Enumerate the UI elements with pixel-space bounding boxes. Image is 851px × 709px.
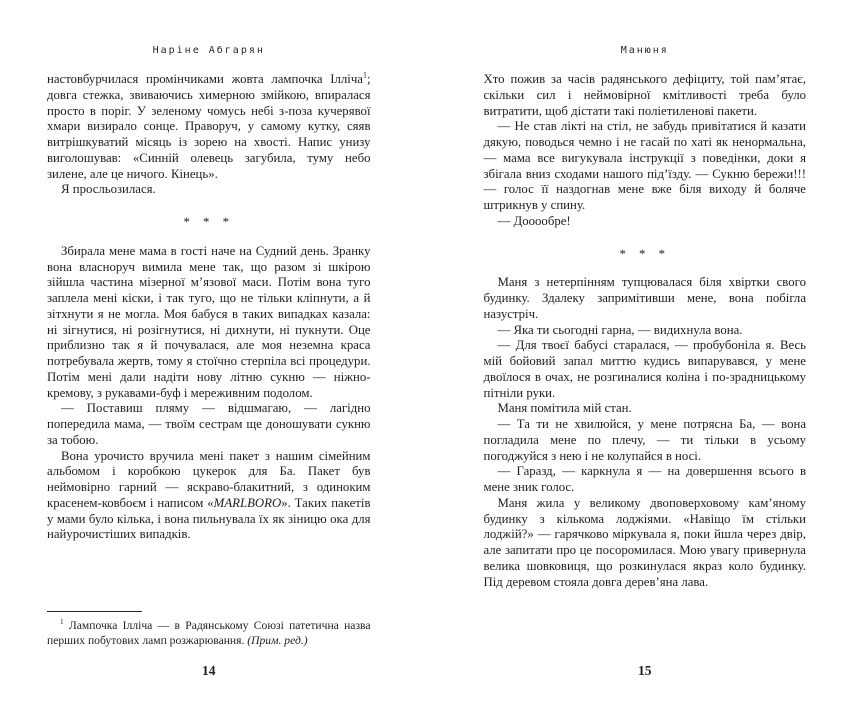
italic-text: MARLBORO <box>213 495 282 510</box>
text-run: — Дооообре! <box>497 213 571 228</box>
text-run: — Поставиш пляму — відшмагаю, — лагідно попередила мама, — твоїм сестрам ще доношувати сукню за тобою. <box>47 401 371 447</box>
text-run: настовбурчилася промінчиками жовта лампочка Ілліча <box>47 72 363 86</box>
text-run: Маня з нетерпінням тупцювалася біля хвіртки свого будинку. Здалеку запримітивши мене, вона побігла назустріч. <box>483 275 806 321</box>
paragraph <box>484 72 807 119</box>
text-run: — Не став лікті на стіл, не забудь привітатися й казати дякую, поводься чемно і не гасай по хаті як ненормальна, — мама все вигукувала інструкції з поведінки, доки я збігала вниз сходами нашого під’їзду. — Сукню бережи!!! — голос її наздогнав мене вже біля виходу й боляче штрикнув у спину. <box>483 119 806 212</box>
running-head-author: Наріне Абгарян <box>152 45 265 56</box>
footnote-rule <box>47 611 142 612</box>
paragraph <box>484 338 807 401</box>
paragraph <box>47 449 371 544</box>
paragraph <box>484 119 807 214</box>
paragraph <box>47 182 371 198</box>
page-number-left: 14 <box>202 663 216 678</box>
text-run: Вона урочисто вручила мені пакет з нашим сімейним альбомом і коробкою цукерок для Ба. Пакет був неймовірно гарний — яскраво-блакитний, з одиноким красенем-ковбоєм і написом « <box>47 448 371 510</box>
paragraph <box>47 72 371 182</box>
text-run: — Яка ти сьогодні гарна, — видихнула вона. <box>497 322 743 337</box>
paragraph <box>484 275 807 322</box>
paragraph <box>484 214 807 230</box>
italic-text: (Прим. ред.) <box>247 634 308 648</box>
text-run: — Та ти не хвилюйся, у мене потрясна Ба, — вона погладила мене по плечу, — ти тільки в усьому погоджуйся з нею і не колупайся в носі. <box>483 417 806 463</box>
text-run: Я просльозилася. <box>61 182 156 197</box>
text-run: — Гаразд, — каркнула я — на довершення всього в мене зник голос. <box>483 464 806 494</box>
footnote-block <box>47 611 371 648</box>
footnote-marker: 1 <box>362 70 367 80</box>
text-run: Маня помітила мій стан. <box>497 401 632 416</box>
paragraph <box>47 401 371 448</box>
page-number-right: 15 <box>638 663 652 678</box>
section-separator: * * * <box>619 246 671 261</box>
text-run: ; довга стежка, звиваючись химерною змійкою, впиралася просто в поріг. У зеленому чомусь небі з-поза кучерявої хмари визирало сонце. Праворуч, у самому кутку, сяяв витрішкуватий місяць із зорею на хвості. Напис унизу виголошував: «Синній олевець загубила, туму небо зилене, але це ничого. Кінець». <box>47 72 371 181</box>
text-run: Збирала мене мама в гості наче на Судний день. Зранку вона власноруч вимила мене так, що разом зі шкірою зійшла частина мізерної м’язової маси. Потім вона туго заплела мені кіски, і так туго, що не тільки кліпнути, а й зітхнути я не могла. Моя бабуся в таких випадках казала: ні зігнутися, ні розігнутися, ні дихнути, ні пукнути. Оце приблизно так я й почувалася, але моя неземна краса потребувала жертв, тому я стоїчно стерпіла всі процедури. Потім мені дали надіти нову літню сукню — ніжно-кремову, з рукавами-буф і мереживним подолом. <box>47 243 371 400</box>
text-run: Маня жила у великому двоповерховому кам’яному будинку з кількома лоджіями. «Навіщо їм стільки лоджій?» — гарячково міркувала я, поки йшла через двір, але запитати про це посоромилася. Мою увагу привернула велика шовковиця, що розкинулася якраз коло будинку. Під деревом стояла довга дерев’яна лава. <box>483 495 806 589</box>
paragraph <box>484 496 807 591</box>
page-right <box>426 0 851 709</box>
footnote-marker: 1 <box>60 618 64 627</box>
paragraph <box>484 417 807 464</box>
page-body-left <box>47 72 371 543</box>
paragraph <box>484 323 807 339</box>
section-separator: * * * <box>183 215 235 229</box>
page-body-right <box>484 72 807 590</box>
running-head-title: Манюня <box>620 45 669 56</box>
text-run: Лампочка Ілліча — в Радянському Союзі патетична назва перших побутових ламп розжарювання. <box>47 619 371 648</box>
text-run: — Для твоєї бабусі старалася, — пробубоніла я. Весь мій бойовий запал миттю кудись випарувався, у мене двоїлося в очах, не розгиналися коліна і по-зрадницькому пітніли руки. <box>483 338 806 400</box>
paragraph <box>47 244 371 402</box>
text-run: Хто пожив за часів радянського дефіциту, той пам’ятає, скільки сил і неймовірної кмітливості треба було витратити, щоб дістати такі поліетиленові пакети. <box>483 72 806 118</box>
paragraph <box>484 464 807 496</box>
paragraph <box>484 401 807 417</box>
text-run: ». Таких пакетів у мами було кілька, і вона пильнувала їх як зіницю ока для найурочистіших випадків. <box>47 495 371 542</box>
footnote-text <box>47 618 371 648</box>
